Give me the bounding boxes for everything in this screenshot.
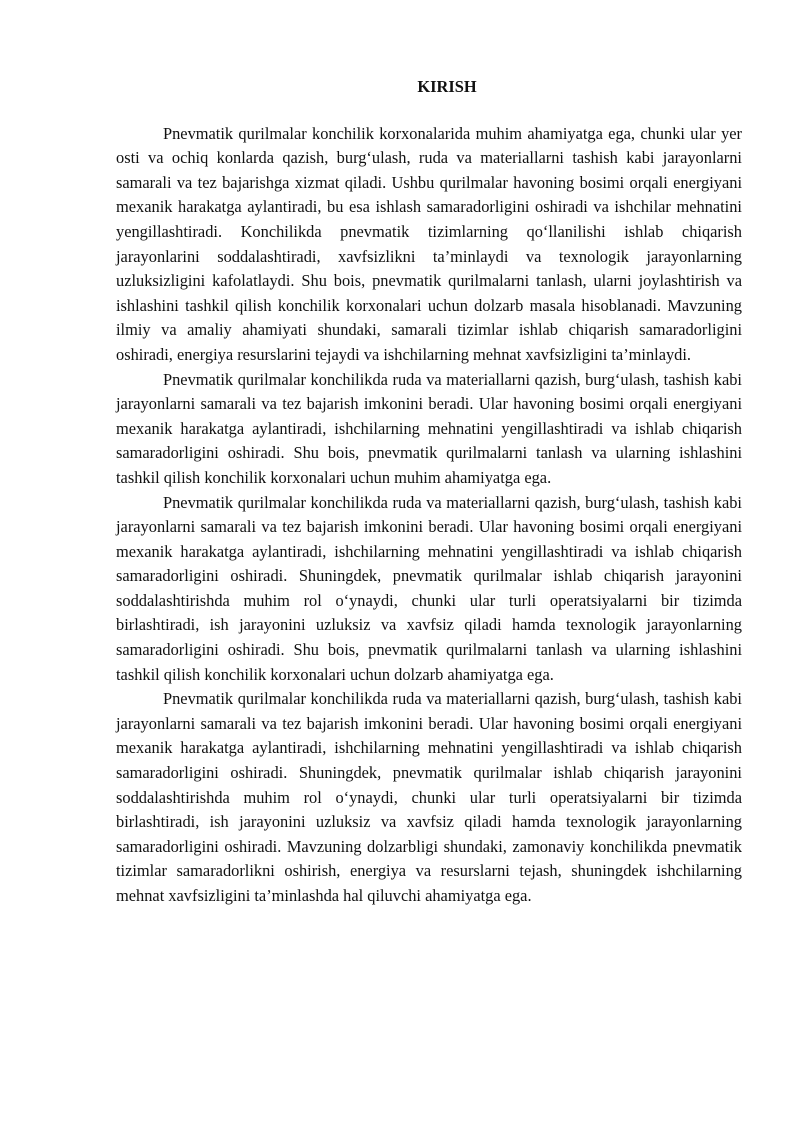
paragraph-1: Pnevmatik qurilmalar konchilik korxonalarida muhim ahamiyatga ega, chunki ular yer osti va ochiq konlarda qazish, burg‘ulash, ruda va materiallarni tashish kabi jarayonlarni samarali va tez bajarishga xizmat qiladi. Ushbu qurilmalar havoning bosimi orqali energiyani mexanik harakatga aylantiradi, bu esa ishlash samaradorligini oshiradi va ishchilar mehnatini yengillashtiradi. Konchilikda pnevmatik tizimlarning qo‘llanilishi ishlab chiqarish jarayonlarini soddalashtiradi, xavfsizlikni ta’minlaydi va texnologik jarayonlarning uzluksizligini kafolatlaydi. Shu bois, pnevmatik qurilmalarni tanlash, ularni joylashtirish va ishlashini tashkil qilish konchilik korxonalari uchun dolzarb masala hisoblanadi. Mavzuning ilmiy va amaliy ahamiyati shundaki, samarali tizimlar ishlab chiqarish samaradorligini oshiradi, energiya resurslarini tejaydi va ishchilarning mehnat xavfsizligini ta’minlaydi. xyxy=(116,123,742,364)
paragraph-2: Pnevmatik qurilmalar konchilikda ruda va materiallarni qazish, burg‘ulash, tashish kabi jarayonlarni samarali va tez bajarish imkonini beradi. Ular havoning bosimi orqali energiyani mexanik harakatga aylantiradi, ishchilarning mehnatini yengillashtiradi va ishlab chiqarish samaradorligini oshiradi. Shu bois, pnevmatik qurilmalarni tanlash va ularning ishlashini tashkil qilish konchilik korxonalari uchun muhim ahamiyatga ega. xyxy=(116,369,742,487)
paragraph-4: Pnevmatik qurilmalar konchilikda ruda va materiallarni qazish, burg‘ulash, tashish kabi jarayonlarni samarali va tez bajarish imkonini beradi. Ular havoning bosimi orqali energiyani mexanik harakatga aylantiradi, ishchilarning mehnatini yengillashtiradi va ishlab chiqarish samaradorligini oshiradi. Shuningdek, pnevmatik qurilmalar ishlab chiqarish jarayonini soddalashtirishda muhim rol o‘ynaydi, chunki ular turli operatsiyalarni bir tizimda birlashtiradi, ish jarayonini uzluksiz va xavfsiz qiladi hamda texnologik jarayonlarning samaradorligini oshiradi. Mavzuning dolzarbligi shundaki, zamonaviy konchilikda pnevmatik tizimlar samaradorlikni oshirish, energiya va resurslarni tejash, shuningdek ishchilarning mehnat xavfsizligini ta’minlashda hal qiluvchi ahamiyatga ega. xyxy=(116,689,742,905)
paragraph-3: Pnevmatik qurilmalar konchilikda ruda va materiallarni qazish, burg‘ulash, tashish kabi jarayonlarni samarali va tez bajarish imkonini beradi. Ular havoning bosimi orqali energiyani mexanik harakatga aylantiradi, ishchilarning mehnatini yengillashtiradi va ishlab chiqarish samaradorligini oshiradi. Shuningdek, pnevmatik qurilmalar ishlab chiqarish jarayonini soddalashtirishda muhim rol o‘ynaydi, chunki ular turli operatsiyalarni bir tizimda birlashtiradi, ish jarayonini uzluksiz va xavfsiz qiladi hamda texnologik jarayonlarning samaradorligini oshiradi. Shu bois, pnevmatik qurilmalarni tanlash va ularning ishlashini tashkil qilish konchilik korxonalari uchun dolzarb ahamiyatga ega. xyxy=(116,492,742,684)
document-title: KIRISH xyxy=(417,77,477,96)
document-body xyxy=(116,75,742,909)
